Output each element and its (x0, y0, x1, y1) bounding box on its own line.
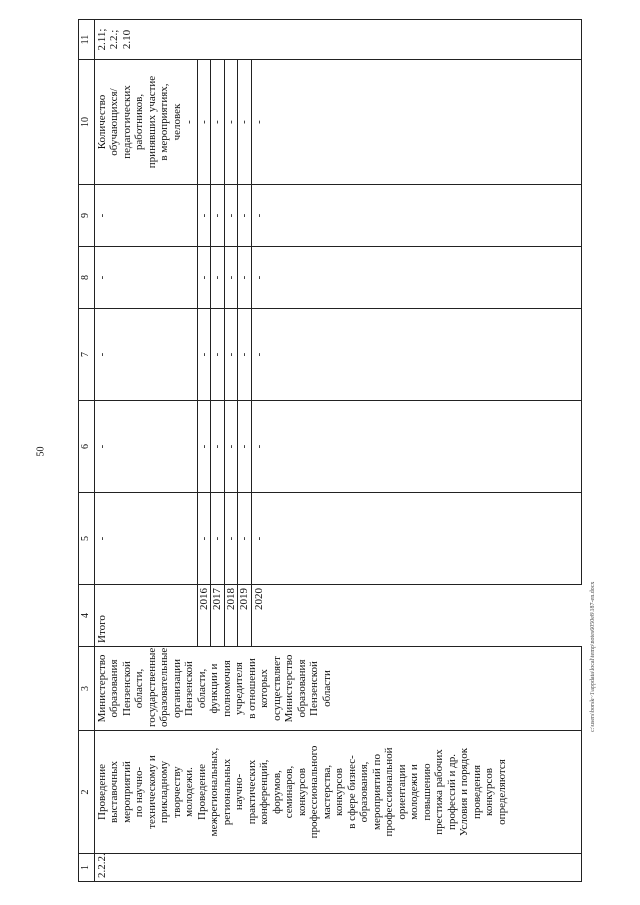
col-header: 6 (79, 401, 95, 493)
col-header: 11 (79, 20, 95, 60)
cell-value: - (238, 60, 252, 185)
cell-value: - (224, 247, 238, 309)
file-path-footer: c:\users\borsk~1\appdata\local\temp\notes6050e8\187-en.docx (590, 581, 596, 732)
cell-value: - (197, 185, 211, 247)
cell-value: - (224, 401, 238, 493)
indicator-text: Количество обучающихся/ педагогических работников, принявших участие в мероприятиях, человек (95, 75, 183, 169)
col-header: 9 (79, 185, 95, 247)
cell-value: - (251, 60, 582, 185)
cell-value: - (94, 493, 197, 585)
year: 2017 (211, 585, 225, 647)
col-header: 2 (79, 731, 95, 854)
col-header: 7 (79, 309, 95, 401)
total-label: Итого (94, 585, 197, 647)
year: 2016 (197, 585, 211, 647)
col-header: 5 (79, 493, 95, 585)
year: 2020 (251, 585, 582, 647)
header-row (79, 20, 95, 882)
cell-value: - (251, 185, 582, 247)
col-header: 10 (79, 60, 95, 185)
activity-description: Проведение выставочных мероприятий по научно- техническому и прикладному творчеству молодежи. Проведение межрегиональных, региональных научно- практических конференций, форумов, семинаров, конкурсов профессионального мастерства, конкурсов в сфере бизнес- образования, мероприятий по профессиональной ориентации молодежи и повышению престижа рабочих профессий и др. Условия и порядок проведения конкурсов определяются (94, 731, 582, 854)
cell-value: - (94, 309, 197, 401)
cell-value: - (238, 185, 252, 247)
cell-value: - (94, 185, 197, 247)
cell-value: - (197, 401, 211, 493)
col-header: 8 (79, 247, 95, 309)
indicator (94, 60, 197, 185)
cell-value: - (238, 247, 252, 309)
cell-value: - (197, 247, 211, 309)
row-number: 2.2.2. (94, 854, 582, 882)
cell-value: - (211, 247, 225, 309)
program-table (78, 19, 582, 882)
cell-value: - (211, 60, 225, 185)
cell-value: - (238, 401, 252, 493)
col-header: 4 (79, 585, 95, 647)
cell-value: - (251, 401, 582, 493)
cell-value: - (197, 60, 211, 185)
reference: 2.11; 2.2.; 2.10 (94, 20, 582, 60)
cell-value: - (211, 401, 225, 493)
cell-value: - (211, 185, 225, 247)
cell-value: - (211, 493, 225, 585)
indicator-value: - (183, 120, 195, 124)
cell-value: - (238, 309, 252, 401)
cell-value: - (224, 309, 238, 401)
page-number: 50 (35, 446, 47, 457)
cell-value: - (211, 309, 225, 401)
cell-value: - (197, 309, 211, 401)
rotated-table-wrapper (78, 20, 582, 882)
cell-value: - (251, 493, 582, 585)
col-header: 1 (79, 854, 95, 882)
cell-value: - (251, 309, 582, 401)
cell-value: - (224, 60, 238, 185)
col-header: 3 (79, 647, 95, 731)
year: 2019 (238, 585, 252, 647)
cell-value: - (197, 493, 211, 585)
cell-value: - (94, 401, 197, 493)
cell-value: - (224, 185, 238, 247)
cell-value: - (238, 493, 252, 585)
cell-value: - (251, 247, 582, 309)
cell-value: - (94, 247, 197, 309)
table-row (94, 20, 197, 882)
year: 2018 (224, 585, 238, 647)
cell-value: - (224, 493, 238, 585)
executor: Министерство образования Пензенской области, государственные образовательные организации Пензенской области, функции и полномочия учредителя в отношении которых осуществляет Министерство образования Пензенской области (94, 647, 582, 731)
